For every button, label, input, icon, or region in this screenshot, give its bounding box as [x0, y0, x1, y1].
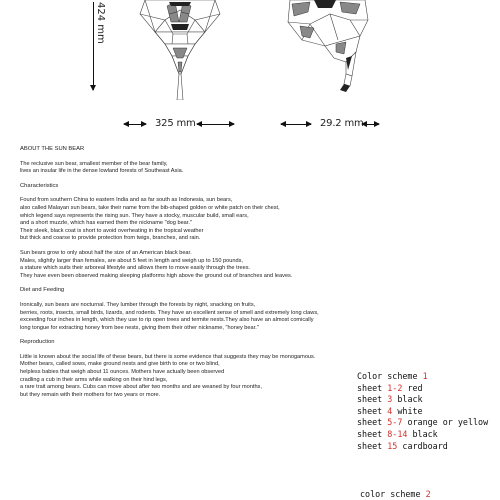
- scheme-number: 2: [425, 489, 431, 499]
- scheme-sheet-prefix: sheet: [357, 405, 388, 416]
- section-heading-reproduction: Reproduction: [20, 339, 55, 346]
- scheme-sheet-prefix: sheet: [357, 417, 388, 428]
- text-line: a rare trait among bears. Cubs can move about after two months and are weaned by four months,: [20, 384, 262, 391]
- text-line: Their sleek, black coat is short to avoid overheating in the tropical weather: [20, 227, 204, 234]
- text-line: berries, roots, insects, small birds, lizards, and rodents. They have an excellent sense of smell and extremely long claws,: [20, 309, 319, 316]
- section-heading-diet: Diet and Feeding: [20, 287, 65, 294]
- scheme-sheet-number: 5-7: [387, 417, 403, 428]
- color-scheme-1: [357, 371, 488, 452]
- front-width-arrow-right: [197, 124, 234, 125]
- text-line: They have even been observed making sleeping platforms high above the ground out of branches and leaves.: [20, 272, 293, 279]
- text-line: also called Malayan sun bears, take their name from the bib-shaped golden or white patch on their chest,: [20, 204, 280, 211]
- scheme-item: [357, 417, 488, 429]
- scheme-color-name: orange or yellow: [402, 417, 489, 428]
- scheme-color-name: white: [392, 405, 423, 416]
- scheme-sheet-prefix: sheet: [357, 394, 388, 405]
- text-line: Males, slightly larger than females, are about 5 feet in length and weigh up to 150 pounds,: [20, 257, 243, 264]
- front-width-arrow-left: [124, 124, 146, 125]
- color-scheme-2-title: [360, 489, 431, 499]
- scheme-item: [357, 383, 488, 395]
- text-line: but thick and coarse to provide protection from twigs, branches, and rain.: [20, 235, 201, 242]
- text-line: cradling a cub in their arms while walking on their hind legs,: [20, 376, 168, 383]
- section-heading-characteristics: Characteristics: [20, 182, 59, 189]
- bear-front-view-figure: [125, 0, 235, 100]
- scheme-color-name: cardboard: [397, 440, 448, 451]
- scheme-item: [357, 394, 488, 406]
- height-dimension-label: 424 mm: [95, 2, 106, 44]
- side-width-label: 29.2 mm: [320, 118, 364, 129]
- scheme-color-name: black: [392, 394, 423, 405]
- text-line: a stature which suits their arboreal lifestyle and allows them to move easily through the trees.: [20, 265, 251, 272]
- text-line: helpless babies that weigh about 11 ounces. Mothers have actually been observed: [20, 369, 225, 376]
- text-line: Found from southern China to eastern India and as far south as Indonesia, sun bears,: [20, 197, 233, 204]
- text-line: Little is known about the social life of these bears, but there is some evidence that suggests they may be monogamous.: [20, 353, 316, 360]
- scheme-sheet-prefix: sheet: [357, 428, 388, 439]
- text-line: Mother bears, called sows, make ground nests and give birth to one or two blind,: [20, 361, 220, 368]
- bear-side-view-figure: [280, 0, 380, 92]
- scheme-sheet-number: 8-14: [387, 428, 408, 439]
- scheme-sheet-number: 15: [387, 440, 398, 451]
- text-line: which legend says represents the rising sun. They have a stocky, muscular build, small ears,: [20, 212, 249, 219]
- text-line: exceeding four inches in length, which they use to rip open trees and termite nests.They also have an almost comically: [20, 317, 314, 324]
- color-scheme-1-title: [357, 371, 488, 383]
- scheme-sheet-number: 4: [387, 405, 393, 416]
- scheme-item: [357, 429, 488, 441]
- side-width-arrow-right: [362, 124, 379, 125]
- scheme-color-name: red: [402, 382, 423, 393]
- text-line: The reclusive sun bear, smallest member of the bear family,: [20, 160, 168, 167]
- scheme-item: [357, 441, 488, 453]
- text-line: lives an insular life in the dense lowland forests of Southeast Asia.: [20, 168, 184, 175]
- scheme-title-text: color scheme: [360, 489, 426, 499]
- scheme-sheet-number: 3: [387, 394, 393, 405]
- height-dimension-arrow: [93, 2, 94, 90]
- scheme-title-text: Color scheme: [357, 371, 423, 381]
- scheme-color-name: black: [407, 428, 438, 439]
- text-line: and a short muzzle, which has earned them the nickname "dog bear.": [20, 220, 192, 227]
- scheme-item: [357, 406, 488, 418]
- document-title: ABOUT THE SUN BEAR: [20, 146, 85, 152]
- scheme-sheet-prefix: sheet: [357, 382, 388, 393]
- scheme-number: 1: [422, 371, 428, 381]
- text-line: Ironically, sun bears are nocturnal. They lumber through the forests by night, snacking on fruits,: [20, 301, 256, 308]
- front-width-label: 325 mm: [155, 118, 196, 129]
- text-line: long tongue for extracting honey from bee nests, giving them their other nickname, "honey bear.": [20, 324, 259, 331]
- scheme-sheet-prefix: sheet: [357, 440, 388, 451]
- text-line: Sun bears grow to only about half the size of an American black bear.: [20, 249, 192, 256]
- scheme-sheet-number: 1-2: [387, 382, 403, 393]
- text-line: but they remain with their mothers for two years or more.: [20, 391, 161, 398]
- side-width-arrow-left: [281, 124, 311, 125]
- document-body: [20, 146, 360, 399]
